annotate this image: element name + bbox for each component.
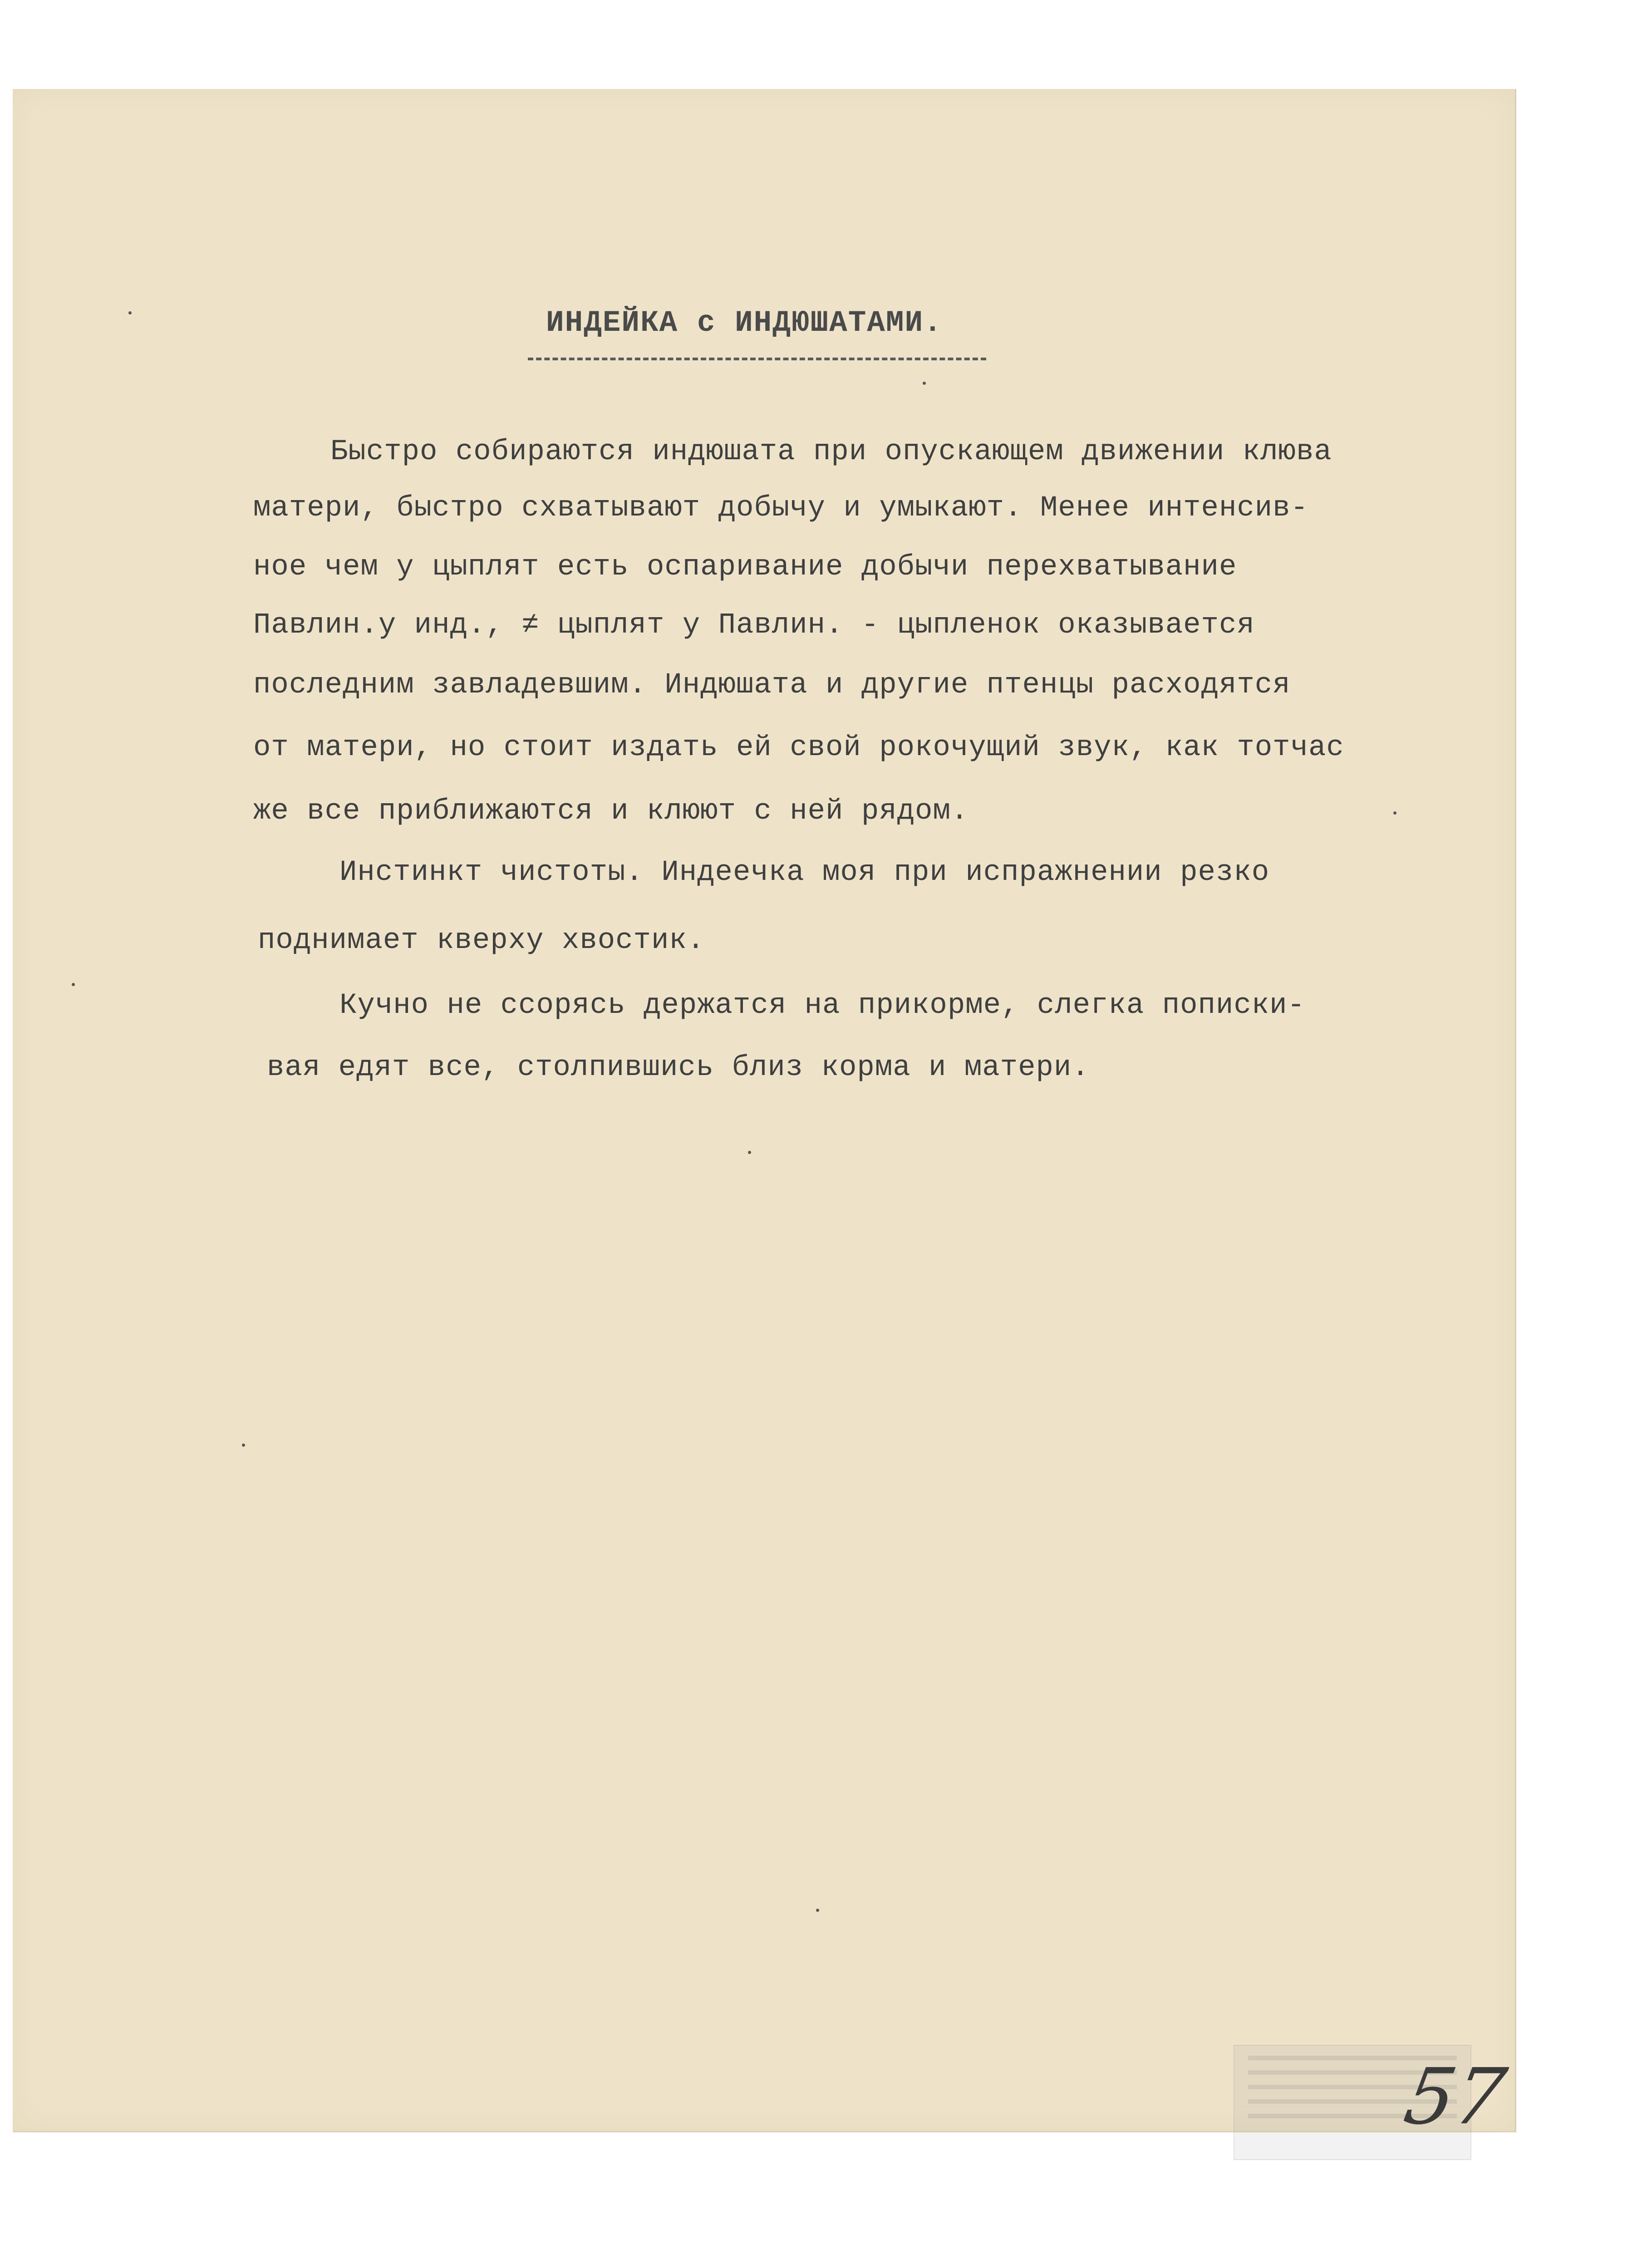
- text-line: от матери, но стоит издать ей свой рокочущий звук, как тотчас: [253, 732, 1344, 764]
- paper-speck: [242, 1444, 245, 1447]
- text-line: Павлин.у инд., ≠ цыплят у Павлин. - цыпленок оказывается: [253, 609, 1255, 642]
- page-number: 57: [1398, 2052, 1512, 2142]
- paper-speck: [128, 311, 132, 314]
- text-line: вая едят все, столпившись близ корма и матери.: [267, 1051, 1090, 1084]
- text-line: Быстро собираются индюшата при опускающем движении клюва: [330, 436, 1332, 468]
- paper-speck: [748, 1151, 751, 1154]
- paper-speck: [1393, 811, 1396, 815]
- text-line: последним завладевшим. Индюшата и другие птенцы расходятся: [253, 669, 1291, 702]
- paper-speck: [72, 983, 75, 986]
- text-line: матери, быстро схватывают добычу и умыкают. Менее интенсив-: [253, 492, 1308, 525]
- text-line: Кучно не ссорясь держатся на прикорме, слегка пописки-: [339, 989, 1305, 1022]
- text-line: поднимает кверху хвостик.: [258, 924, 705, 957]
- paper-speck: [816, 1909, 819, 1912]
- text-line: ное чем у цыплят есть оспаривание добычи перехватывание: [253, 551, 1237, 584]
- text-line: Инстинкт чистоты. Индеечка моя при испражнении резко: [339, 856, 1270, 889]
- document-title: ИНДЕЙКА с ИНДЮШАТАМИ.: [546, 306, 943, 340]
- text-line: же все приближаются и клюют с ней рядом.: [253, 795, 969, 828]
- paper-speck: [923, 382, 926, 385]
- title-underline: [528, 358, 986, 360]
- document-sheet: [13, 89, 1516, 2142]
